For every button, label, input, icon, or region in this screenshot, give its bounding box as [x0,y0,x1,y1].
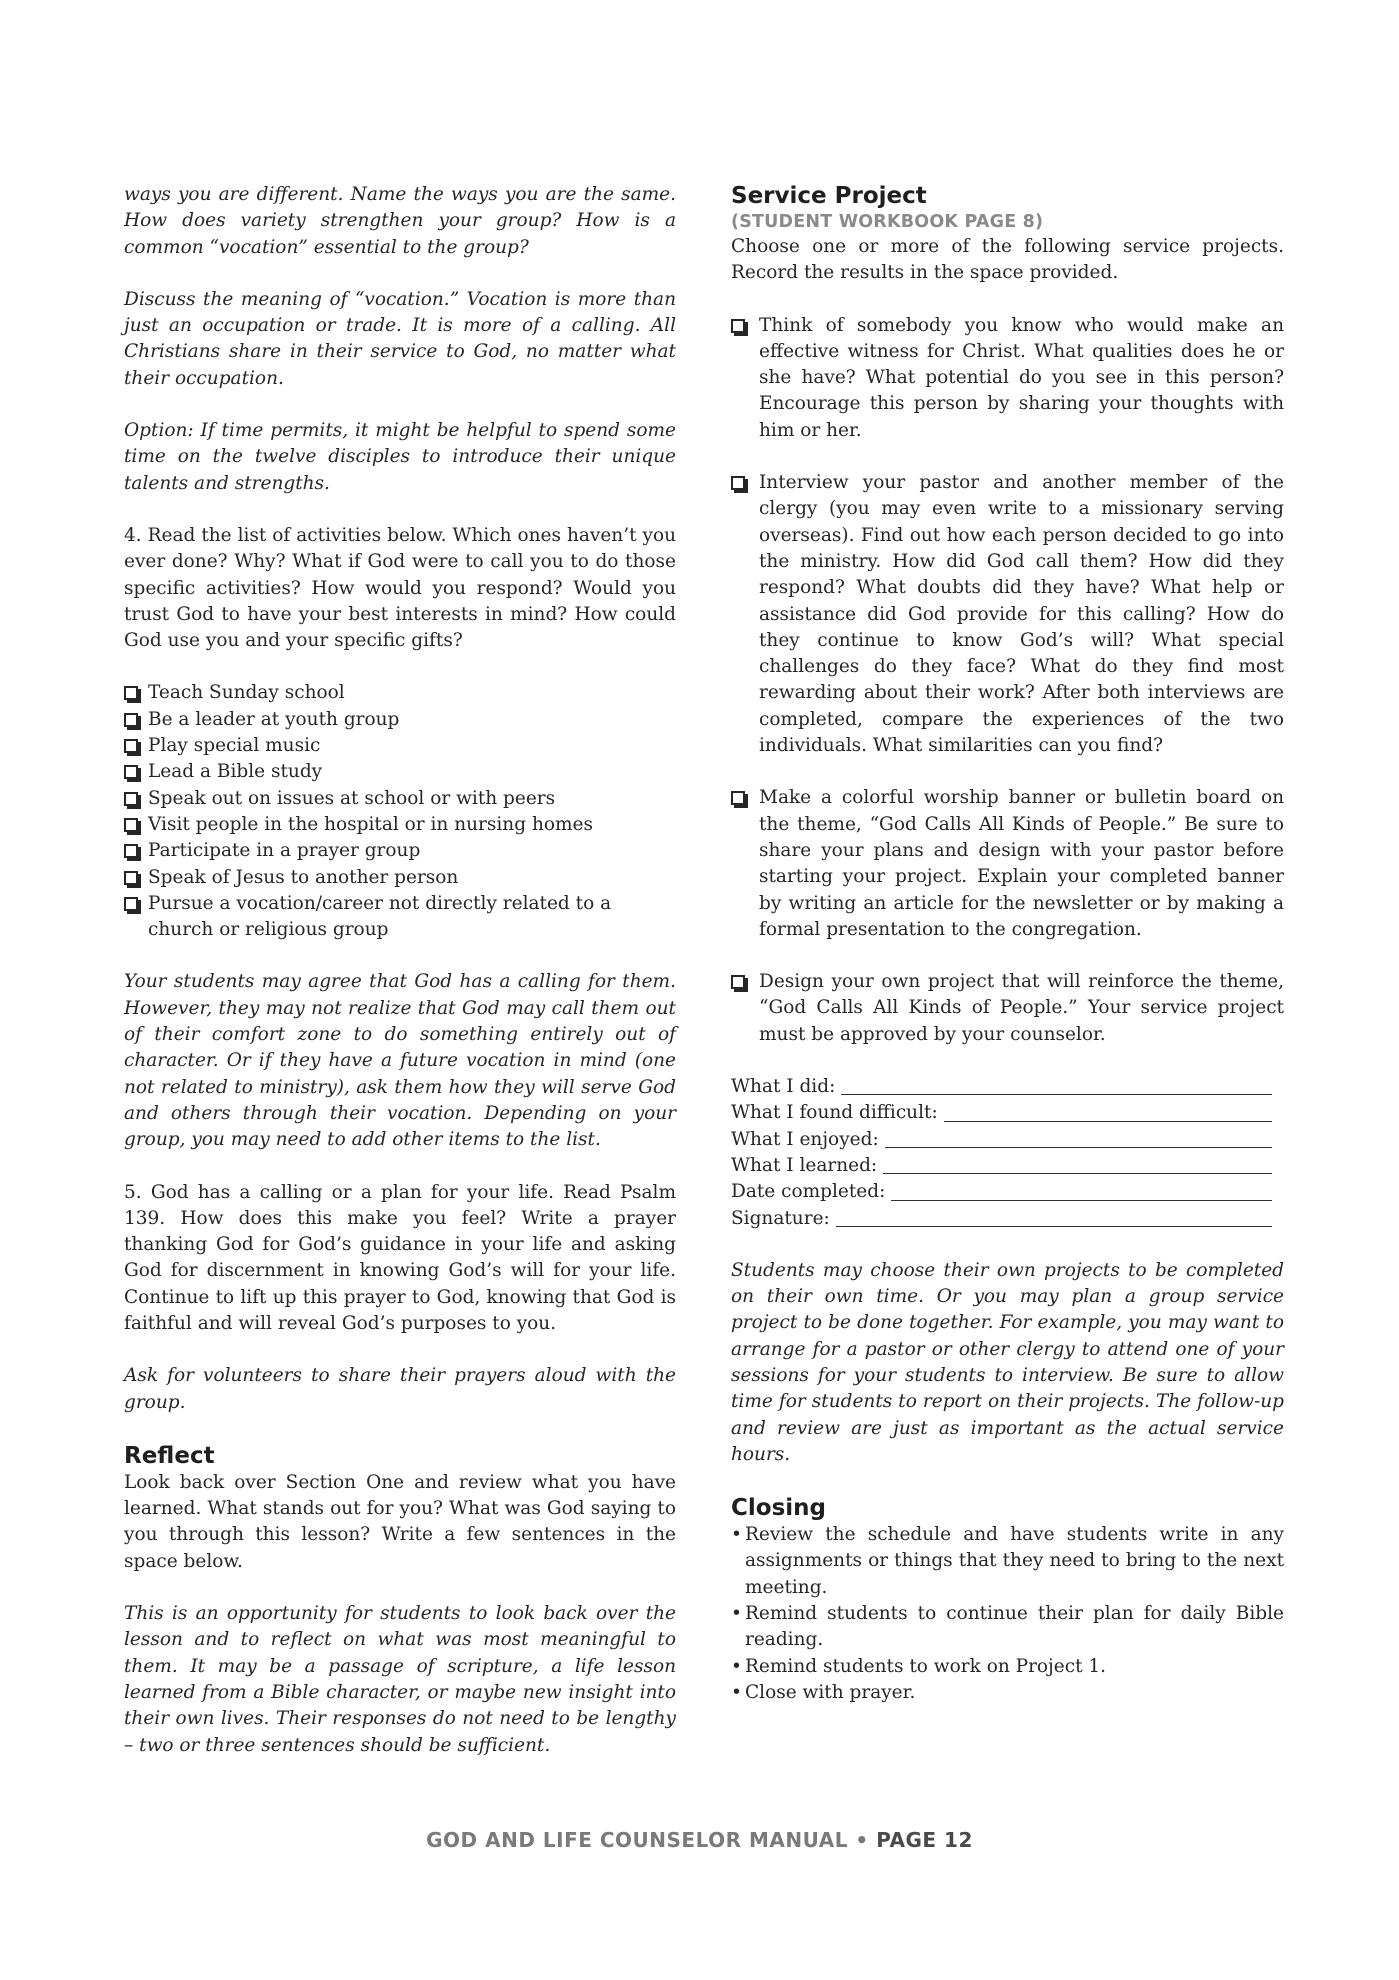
closing-item: • Review the schedule and have students write in any assignments or things that they need to bring to the next meeting. [731,1522,1284,1601]
checkbox-icon[interactable] [731,791,745,805]
vocation-note: Discuss the meaning of “vocation.” Vocation is more than just an occupation or trade. It is more of a calling. All Christians share in their service to God, no matter what their occupation. [124,288,676,389]
form-row-what-did: What I did: [731,1074,1284,1100]
closing-list [731,1522,1284,1706]
page-number: PAGE 12 [876,1828,973,1852]
checkbox-icon[interactable] [731,975,745,989]
project-list [731,313,1284,1048]
reflect-text: Look back over Section One and review what you have learned. What stands out for you? What was God saying to you through this lesson? Write a few sentences in the space below. [124,1471,676,1572]
checklist-item[interactable]: Participate in a prayer group [124,838,676,864]
service-note: Students may choose their own projects to be completed on their own time. Or you may plan a group service project to be done together. For example, you may want to arrange for a pastor or other clergy to attend one of your sessions for your students to interview. Be sure to allow time for students to report on their projects. The follow-up and review are just as important as the actual service hours. [731,1259,1284,1465]
write-in-line[interactable] [944,1121,1272,1122]
page-footer [0,1828,1399,1852]
footer-separator: • [855,1828,869,1852]
form-row-difficult: What I found difficult: [731,1100,1284,1126]
question-5: 5. God has a calling or a plan for your life. Read Psalm 139. How does this make you feel? Write a prayer thanking God for God’s guidance in your life and asking God for discernment in knowing God’s will for your life. Continue to lift up this prayer to God, knowing that God is faithful and will reveal God’s purposes to you. [124,1181,676,1334]
reflect-note: This is an opportunity for students to look back over the lesson and to reflect on what was most meaningful to them. It may be a passage of scripture, a life lesson learned from a Bible character, or maybe new insight into their own lives. Their responses do not need to be lengthy – two or three sentences should be sufficient. [124,1603,676,1756]
write-in-line[interactable] [836,1226,1272,1227]
checkbox-icon[interactable] [124,818,138,832]
footer-title: GOD AND LIFE COUNSELOR MANUAL [426,1828,848,1852]
checklist-item[interactable]: Play special music [124,733,676,759]
checkbox-icon[interactable] [124,765,138,779]
service-intro: Choose one or more of the following service projects. Record the results in the space provided. [731,236,1284,284]
form-row-learned: What I learned: [731,1153,1284,1179]
checklist-item[interactable]: Speak of Jesus to another person [124,865,676,891]
project-option[interactable]: Make a colorful worship banner or bulletin board on the theme, “God Calls All Kinds of People.” Be sure to share your plans and design with your pastor before starting your project. Explain your completed banner by writing an article for the newsletter or by making a formal presentation to the congregation. [731,785,1284,943]
write-in-line[interactable] [841,1094,1272,1095]
checkbox-icon[interactable] [731,319,745,333]
checkbox-icon[interactable] [124,713,138,727]
reflect-heading: Reflect [124,1442,215,1469]
activity-checklist [124,680,676,943]
closing-heading: Closing [731,1495,826,1522]
write-in-line[interactable] [885,1147,1272,1148]
write-in-line[interactable] [883,1173,1272,1174]
option-note: Option: If time permits, it might be helpful to spend some time on the twelve disciples to introduce their unique talents and strengths. [124,420,676,494]
workbook-page-ref: (STUDENT WORKBOOK PAGE 8) [731,212,1044,232]
closing-item: • Close with prayer. [731,1680,1284,1706]
form-row-date: Date completed: [731,1179,1284,1205]
checklist-item[interactable]: Be a leader at youth group [124,707,676,733]
checkbox-icon[interactable] [124,686,138,700]
left-column [124,182,676,1785]
checkbox-icon[interactable] [124,897,138,911]
form-row-signature: Signature: [731,1206,1284,1232]
project-option[interactable]: Interview your pastor and another member of the clergy (you may even write to a missionary serving overseas). Find out how each person decided to go into the ministry. How did God call them? How did they respond? What doubts did they have? What help or assistance did God provide for this calling? How do they continue to know God’s will? What special challenges do they face? What do they find most rewarding about their work? After both interviews are completed, compare the experiences of the two individuals. What similarities can you find? [731,470,1284,759]
checkbox-icon[interactable] [124,844,138,858]
volunteers-note: Ask for volunteers to share their prayers aloud with the group. [124,1365,676,1413]
results-form [731,1074,1284,1232]
closing-item: • Remind students to continue their plan for daily Bible reading. [731,1601,1284,1654]
checklist-item[interactable]: Teach Sunday school [124,680,676,706]
checkbox-icon[interactable] [731,476,745,490]
project-option[interactable]: Design your own project that will reinforce the theme, “God Calls All Kinds of People.” Your service project must be approved by your counselor. [731,969,1284,1048]
form-row-enjoyed: What I enjoyed: [731,1127,1284,1153]
write-in-line[interactable] [891,1200,1272,1201]
checkbox-icon[interactable] [124,739,138,753]
intro-paragraph: ways you are different. Name the ways you are the same. How does variety strengthen your group? How is a common “vocation” essential to the group? [124,184,676,258]
closing-item: • Remind students to work on Project 1. [731,1654,1284,1680]
checkbox-icon[interactable] [124,871,138,885]
checklist-item[interactable]: Speak out on issues at school or with peers [124,786,676,812]
checkbox-icon[interactable] [124,792,138,806]
checklist-item[interactable]: Lead a Bible study [124,759,676,785]
checklist-item[interactable]: Visit people in the hospital or in nursing homes [124,812,676,838]
right-column [731,182,1284,1706]
question-4: 4. Read the list of activities below. Which ones haven’t you ever done? Why? What if God were to call you to do those specific activities? How would you respond? Would you trust God to have your best interests in mind? How could God use you and your specific gifts? [124,524,676,652]
project-option[interactable]: Think of somebody you know who would make an effective witness for Christ. What qualities does he or she have? What potential do you see in this person? Encourage this person by sharing your thoughts with him or her. [731,313,1284,444]
checklist-item[interactable]: Pursue a vocation/career not directly related to a church or religious group [124,891,676,944]
calling-note: Your students may agree that God has a calling for them. However, they may not realize that God may call them out of their comfort zone to do something entirely out of character. Or if they have a future vocation in mind (one not related to ministry), ask them how they will serve God and others through their vocation. Depending on your group, you may need to add other items to the list. [124,971,676,1151]
service-project-heading: Service Project [731,183,927,209]
